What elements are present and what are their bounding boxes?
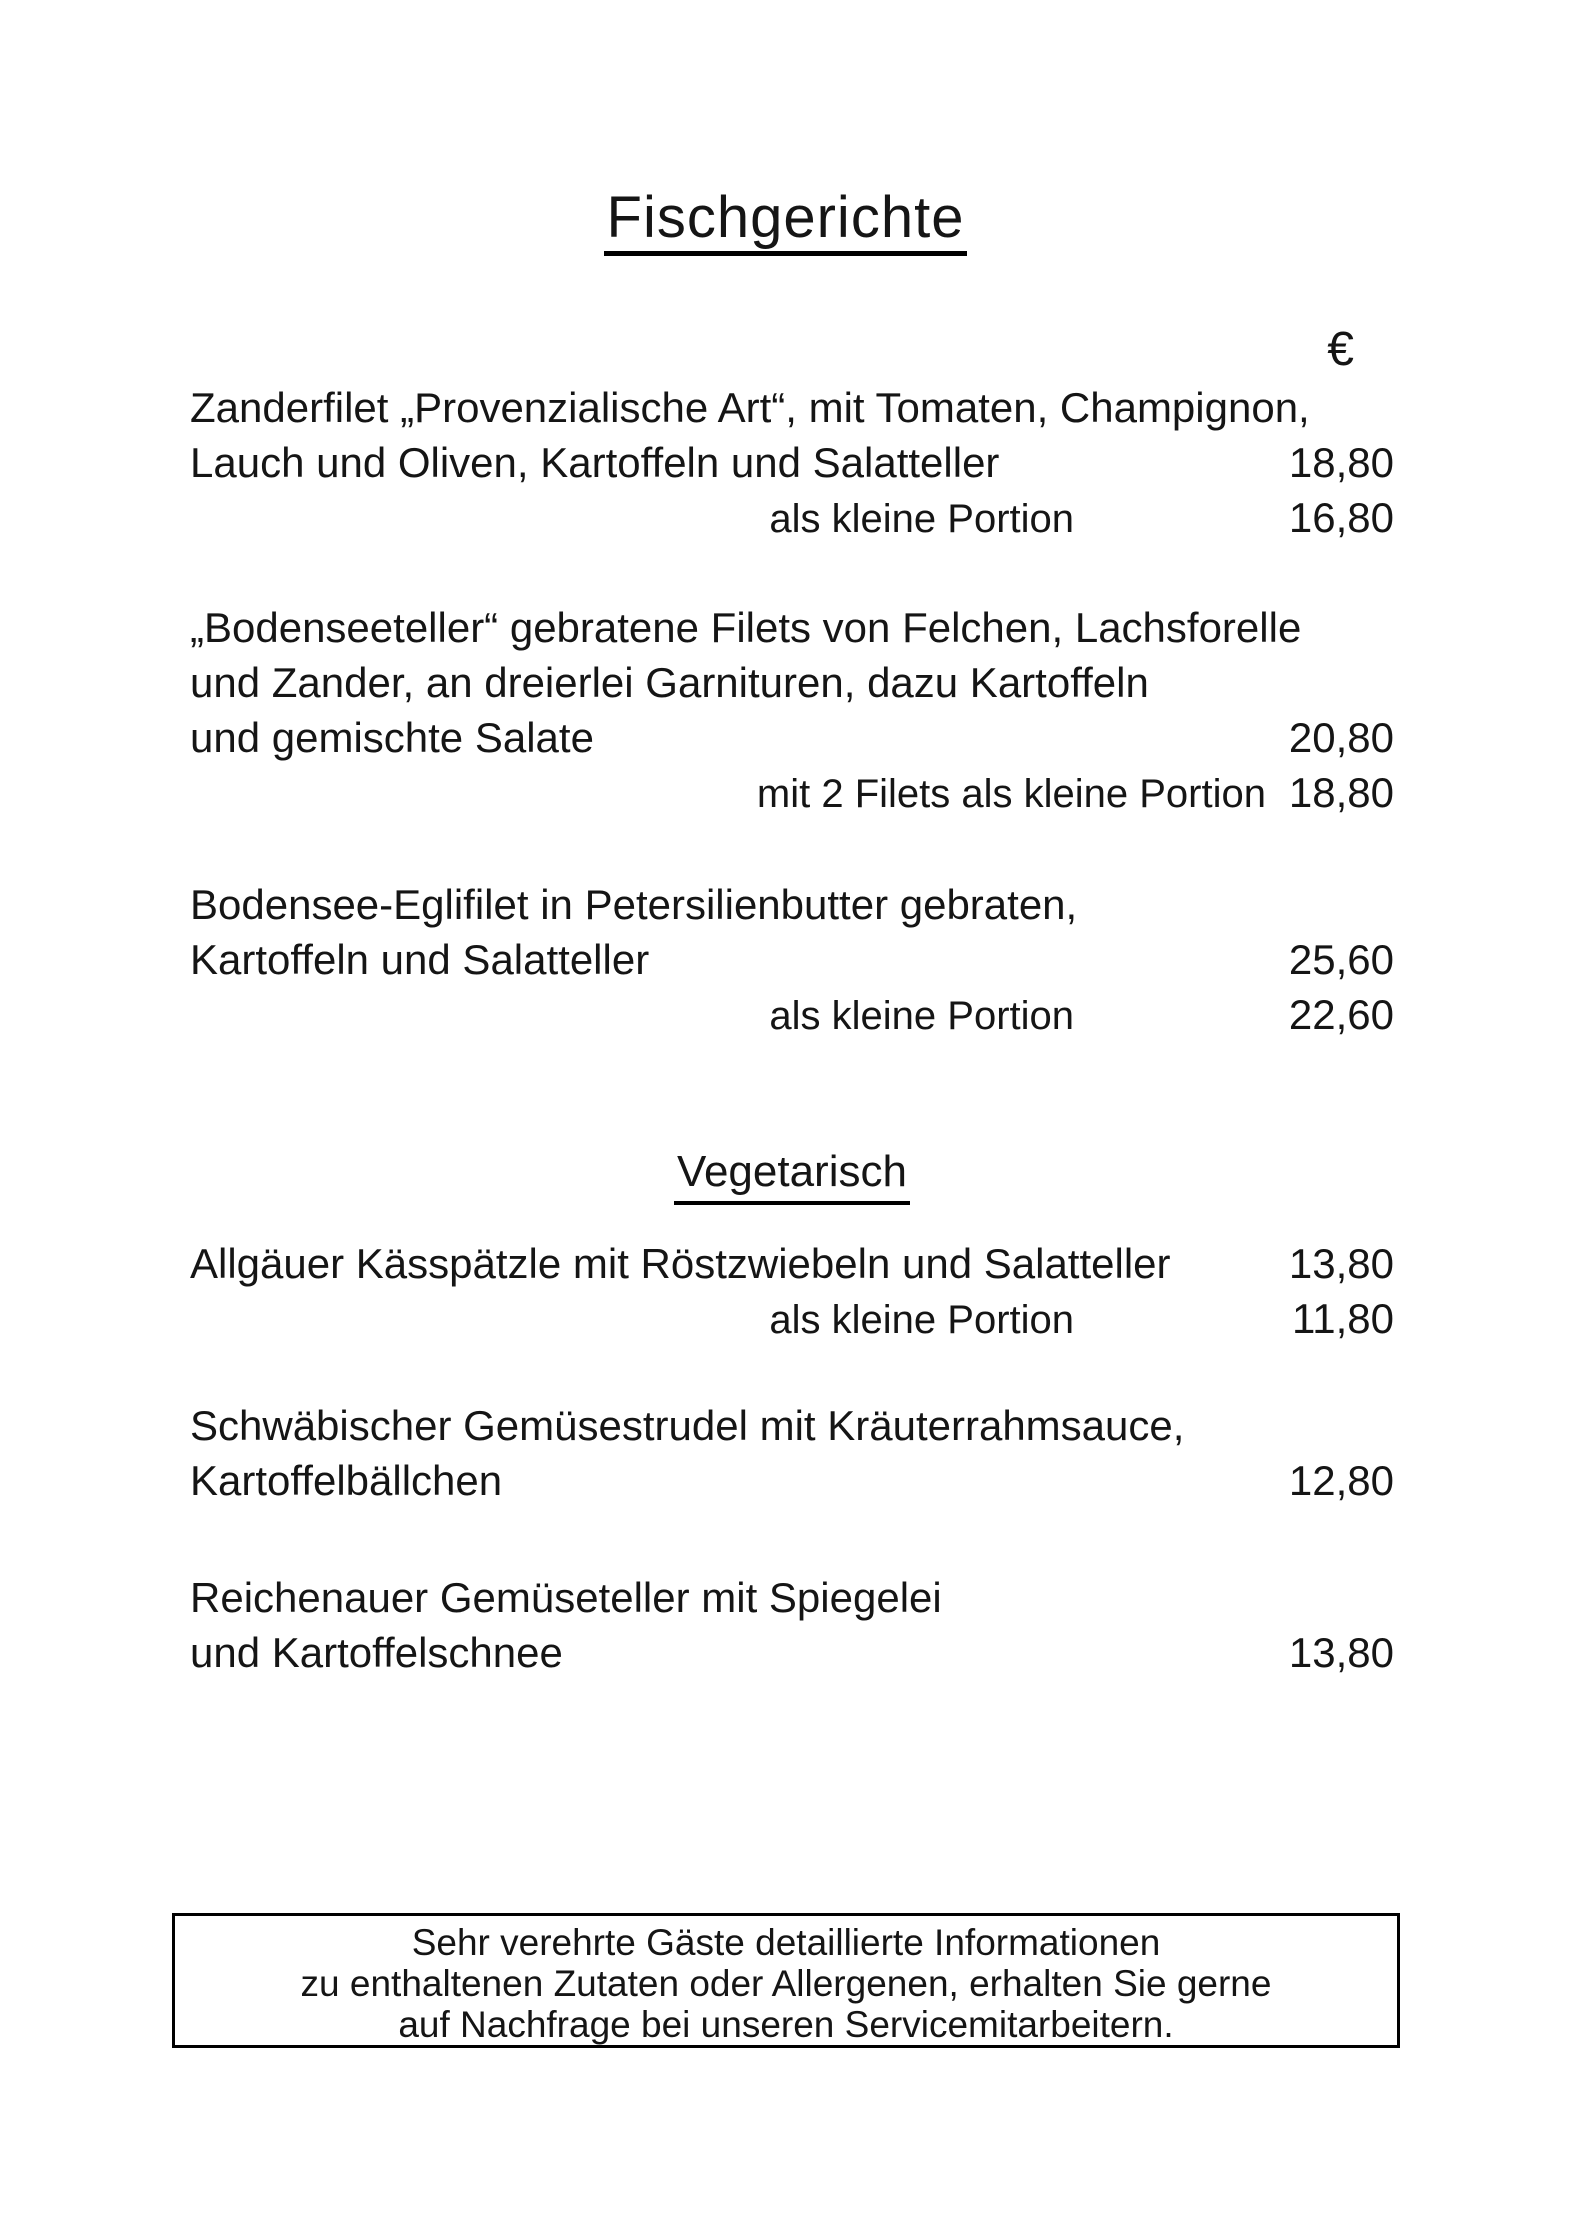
currency-symbol: €	[1327, 323, 1354, 376]
item-text: Kartoffelbällchen	[190, 1457, 503, 1504]
footer-line: Sehr verehrte Gäste detaillierte Informationen	[411, 1922, 1161, 1963]
item-text: als kleine Portion	[769, 497, 1074, 541]
item-price: 16,80	[1288, 494, 1394, 541]
item-line	[190, 710, 1394, 765]
item-text: und gemischte Salate	[190, 714, 594, 761]
item-line	[190, 1398, 1394, 1453]
item-price: 13,80	[1288, 1240, 1394, 1287]
item-line	[190, 655, 1394, 710]
item-line	[190, 932, 1394, 987]
item-line-small-portion	[190, 490, 1394, 547]
item-line-small-portion	[190, 765, 1394, 822]
item-text: Schwäbischer Gemüsestrudel mit Kräuterrahmsauce,	[190, 1402, 1185, 1449]
item-line	[190, 380, 1394, 435]
footer-line: zu enthaltenen Zutaten oder Allergenen, erhalten Sie gerne	[300, 1963, 1272, 2004]
section-heading-row	[190, 1144, 1394, 1205]
menu-item	[190, 877, 1394, 1044]
item-line-small-portion	[190, 987, 1394, 1044]
page-title: Fischgerichte	[604, 186, 968, 256]
item-price: 20,80	[1288, 714, 1394, 761]
item-price: 22,60	[1288, 991, 1394, 1038]
item-price: 25,60	[1288, 936, 1394, 983]
item-text: und Zander, an dreierlei Garnituren, dazu Kartoffeln	[190, 659, 1149, 706]
item-line	[190, 1236, 1394, 1291]
menu-item	[190, 600, 1394, 822]
item-price: 12,80	[1288, 1457, 1394, 1504]
menu-item	[190, 380, 1394, 547]
page-title-row	[0, 186, 1571, 256]
item-text: und Kartoffelschnee	[190, 1629, 563, 1676]
menu-item	[190, 1570, 1394, 1680]
item-line	[190, 435, 1394, 490]
item-price: 18,80	[1288, 439, 1394, 486]
section-heading: Vegetarisch	[674, 1144, 910, 1205]
item-price: 13,80	[1288, 1629, 1394, 1676]
item-text: Zanderfilet „Provenzialische Art“, mit Tomaten, Champignon,	[190, 384, 1310, 431]
item-price: 18,80	[1288, 769, 1394, 816]
item-line	[190, 600, 1394, 655]
menu-content	[190, 380, 1394, 1680]
item-price: 11,80	[1292, 1295, 1394, 1342]
item-line	[190, 1570, 1394, 1625]
item-text: Kartoffeln und Salatteller	[190, 936, 650, 983]
item-line-small-portion	[190, 1291, 1394, 1348]
menu-item	[190, 1236, 1394, 1348]
item-text: „Bodenseeteller“ gebratene Filets von Felchen, Lachsforelle	[190, 604, 1302, 651]
item-text: Lauch und Oliven, Kartoffeln und Salatteller	[190, 439, 1000, 486]
footer-line: auf Nachfrage bei unseren Servicemitarbeitern.	[398, 2004, 1174, 2045]
item-text: Allgäuer Kässpätzle mit Röstzwiebeln und Salatteller	[190, 1240, 1171, 1287]
item-text: mit 2 Filets als kleine Portion	[756, 772, 1266, 816]
item-text: als kleine Portion	[769, 1298, 1074, 1342]
item-line	[190, 1453, 1394, 1508]
item-text: Reichenauer Gemüseteller mit Spiegelei	[190, 1574, 942, 1621]
allergen-notice	[172, 1913, 1400, 2048]
menu-item	[190, 1398, 1394, 1508]
item-text: als kleine Portion	[769, 994, 1074, 1038]
item-text: Bodensee-Eglifilet in Petersilienbutter gebraten,	[190, 881, 1078, 928]
item-line	[190, 1625, 1394, 1680]
currency-header-row	[190, 322, 1394, 377]
item-line	[190, 877, 1394, 932]
